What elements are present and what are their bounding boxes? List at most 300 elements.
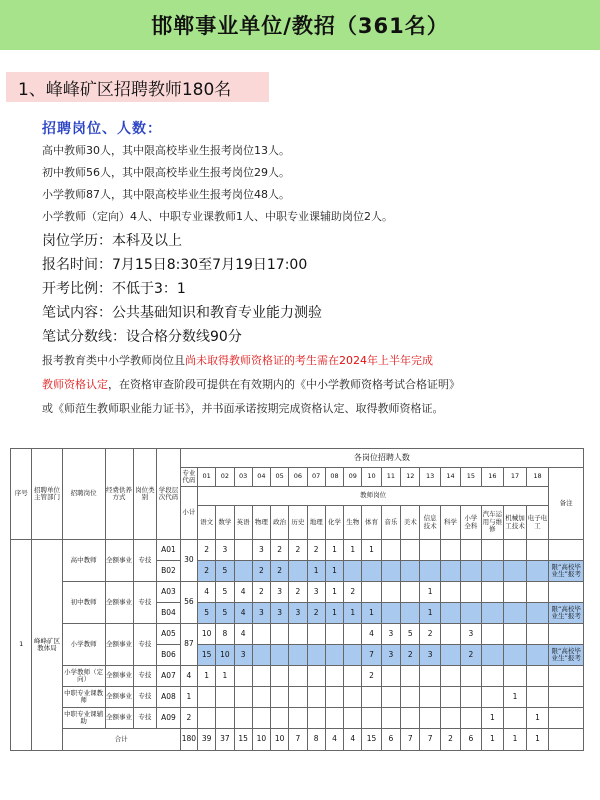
data-cell <box>325 666 343 687</box>
data-cell <box>440 540 460 561</box>
data-cell: 1 <box>344 603 362 624</box>
data-cell <box>252 666 270 687</box>
data-cell: 2 <box>289 540 307 561</box>
data-cell <box>289 624 307 645</box>
data-cell: 5 <box>197 603 215 624</box>
row-remark: 限“高校毕业生”报考 <box>549 561 584 582</box>
data-cell <box>216 687 234 708</box>
data-cell <box>481 666 504 687</box>
data-cell <box>252 687 270 708</box>
header-code-08: 08 <box>325 468 343 487</box>
note-line-1 <box>42 352 433 368</box>
data-cell <box>440 708 460 729</box>
sum-cell: 7 <box>401 729 420 751</box>
note-highlight: 尚未取得教师资格证的考生需在2024年上半年完成 <box>185 354 433 367</box>
data-cell: 2 <box>461 645 481 666</box>
row-category: 专技 <box>133 708 157 729</box>
row-category: 专技 <box>133 687 157 708</box>
data-cell: 2 <box>271 561 289 582</box>
row-post: 初中教师 <box>62 582 105 624</box>
data-cell <box>234 561 252 582</box>
row-remark <box>549 582 584 603</box>
data-cell: 1 <box>526 708 549 729</box>
row-remark <box>549 708 584 729</box>
sum-cell: 7 <box>420 729 440 751</box>
row-subtotal: 56 <box>180 582 197 624</box>
header-subject-music: 音乐 <box>381 506 400 540</box>
data-cell <box>252 624 270 645</box>
header-code-05: 05 <box>271 468 289 487</box>
header-total-title: 各岗位招聘人数 <box>180 449 583 468</box>
data-cell: 2 <box>401 645 420 666</box>
data-cell <box>526 540 549 561</box>
header-subject-politics: 政治 <box>271 506 289 540</box>
data-cell <box>271 666 289 687</box>
data-cell <box>197 708 215 729</box>
header-code-15: 15 <box>461 468 481 487</box>
data-cell <box>440 603 460 624</box>
recruit-line-middleschool: 初中教师56人，其中限高校毕业生报考岗位29人。 <box>42 166 290 179</box>
note-line-2 <box>42 376 460 392</box>
sum-cell: 4 <box>344 729 362 751</box>
data-cell: 2 <box>197 561 215 582</box>
data-cell <box>461 582 481 603</box>
recruit-line-highschool: 高中教师30人，其中限高校毕业生报考岗位13人。 <box>42 144 290 157</box>
header-code-18: 18 <box>526 468 549 487</box>
recruitment-table <box>10 448 584 751</box>
data-cell <box>420 561 440 582</box>
row-funding: 全额事业 <box>105 708 133 729</box>
data-cell: 1 <box>307 561 325 582</box>
sum-cell: 6 <box>461 729 481 751</box>
data-cell: 2 <box>307 603 325 624</box>
data-cell <box>344 687 362 708</box>
note-highlight: 教师资格认定 <box>42 378 108 391</box>
header-subject-general: 小学全科 <box>461 506 481 540</box>
data-cell <box>440 624 460 645</box>
data-cell <box>526 582 549 603</box>
row-code: A09 <box>157 708 181 729</box>
header-code-09: 09 <box>344 468 362 487</box>
data-cell: 3 <box>271 582 289 603</box>
title-banner <box>0 0 600 50</box>
sum-cell: 15 <box>362 729 381 751</box>
data-cell <box>307 624 325 645</box>
data-cell <box>526 624 549 645</box>
sum-cell: 6 <box>381 729 400 751</box>
header-code-02: 02 <box>216 468 234 487</box>
row-remark <box>549 540 584 561</box>
data-cell <box>362 582 381 603</box>
header-unit: 招聘单位主管部门 <box>32 449 62 540</box>
data-cell <box>344 624 362 645</box>
row-subtotal: 2 <box>180 708 197 729</box>
sum-cell: 10 <box>252 729 270 751</box>
header-code-17: 17 <box>504 468 527 487</box>
data-cell: 1 <box>481 708 504 729</box>
sum-cell: 37 <box>216 729 234 751</box>
header-code-07: 07 <box>307 468 325 487</box>
data-cell <box>325 708 343 729</box>
data-cell: 3 <box>289 603 307 624</box>
data-cell <box>234 708 252 729</box>
data-cell <box>234 687 252 708</box>
data-cell: 8 <box>216 624 234 645</box>
data-cell <box>381 603 400 624</box>
data-cell <box>197 687 215 708</box>
note-text: ，在资格审查阶段可提供在有效期内的《中小学教师资格考试合格证明》 <box>108 378 460 391</box>
data-cell <box>362 687 381 708</box>
sum-cell: 39 <box>197 729 215 751</box>
data-cell: 1 <box>325 540 343 561</box>
data-cell <box>381 582 400 603</box>
header-subject-chinese: 语文 <box>197 506 215 540</box>
data-cell <box>252 708 270 729</box>
data-cell <box>216 708 234 729</box>
data-cell <box>271 645 289 666</box>
table-row <box>11 624 584 645</box>
table-row <box>11 540 584 561</box>
table-row <box>11 708 584 729</box>
data-cell <box>234 540 252 561</box>
data-cell: 1 <box>344 540 362 561</box>
data-cell <box>381 666 400 687</box>
data-cell: 10 <box>197 624 215 645</box>
sum-cell: 15 <box>234 729 252 751</box>
data-cell: 4 <box>197 582 215 603</box>
data-cell <box>481 645 504 666</box>
data-cell <box>420 666 440 687</box>
data-cell <box>289 666 307 687</box>
data-cell <box>289 687 307 708</box>
table-sum-row <box>11 729 584 751</box>
data-cell <box>401 708 420 729</box>
data-cell: 10 <box>216 645 234 666</box>
data-cell <box>420 708 440 729</box>
header-post: 招聘岗位 <box>62 449 105 540</box>
data-cell: 1 <box>325 603 343 624</box>
row-remark: 限“高校毕业生”报考 <box>549 645 584 666</box>
data-cell: 1 <box>216 666 234 687</box>
row-code: B04 <box>157 603 181 624</box>
row-code: B06 <box>157 645 181 666</box>
header-subject-machining: 机械加工技术 <box>504 506 527 540</box>
header-code-01: 01 <box>197 468 215 487</box>
data-cell: 3 <box>381 645 400 666</box>
note-text: 报考教育类中小学教师岗位且 <box>42 354 185 367</box>
data-cell <box>401 687 420 708</box>
recruit-line-primary: 小学教师87人，其中限高校毕业生报考岗位48人。 <box>42 188 290 201</box>
data-cell: 3 <box>234 645 252 666</box>
row-post: 高中教师 <box>62 540 105 582</box>
table-row <box>11 687 584 708</box>
row-post: 中职专业课辅助 <box>62 708 105 729</box>
table-row <box>11 582 584 603</box>
sum-cell: 10 <box>271 729 289 751</box>
data-cell <box>440 645 460 666</box>
header-code-11: 11 <box>381 468 400 487</box>
data-cell <box>481 687 504 708</box>
data-cell <box>381 687 400 708</box>
data-cell <box>461 540 481 561</box>
data-cell <box>401 666 420 687</box>
data-cell <box>481 624 504 645</box>
sum-cell: 4 <box>325 729 343 751</box>
table-row <box>11 666 584 687</box>
data-cell <box>381 708 400 729</box>
data-cell <box>344 561 362 582</box>
data-cell <box>504 582 527 603</box>
data-cell <box>362 708 381 729</box>
data-cell <box>307 708 325 729</box>
data-cell: 4 <box>234 603 252 624</box>
sum-cell: 1 <box>526 729 549 751</box>
header-subject-physics: 物理 <box>252 506 270 540</box>
row-code: A07 <box>157 666 181 687</box>
header-code-16: 16 <box>481 468 504 487</box>
section-header <box>6 72 269 102</box>
info-exam-content: 笔试内容：公共基础知识和教育专业能力测验 <box>42 305 322 321</box>
data-cell: 15 <box>197 645 215 666</box>
data-cell: 7 <box>362 645 381 666</box>
data-cell <box>271 708 289 729</box>
data-cell <box>504 561 527 582</box>
data-cell: 1 <box>362 603 381 624</box>
header-subject-english: 英语 <box>234 506 252 540</box>
header-code-06: 06 <box>289 468 307 487</box>
sum-cell: 1 <box>481 729 504 751</box>
data-cell: 4 <box>362 624 381 645</box>
header-code: 学段层次代码 <box>157 449 181 540</box>
sum-total: 180 <box>180 729 197 751</box>
data-cell <box>307 687 325 708</box>
header-subject-science: 科学 <box>440 506 460 540</box>
data-cell: 2 <box>289 582 307 603</box>
row-remark <box>549 666 584 687</box>
data-cell <box>440 561 460 582</box>
row-funding: 全额事业 <box>105 624 133 666</box>
header-code-13: 13 <box>420 468 440 487</box>
recruit-label: 招聘岗位、人数： <box>42 121 162 137</box>
data-cell: 3 <box>420 645 440 666</box>
row-code: A03 <box>157 582 181 603</box>
data-cell <box>481 561 504 582</box>
row-funding: 全额事业 <box>105 582 133 624</box>
data-cell: 1 <box>362 540 381 561</box>
data-cell <box>252 645 270 666</box>
data-cell: 5 <box>216 582 234 603</box>
info-education: 岗位学历：本科及以上 <box>42 233 182 249</box>
data-cell: 1 <box>420 603 440 624</box>
data-cell <box>440 687 460 708</box>
data-cell: 2 <box>362 666 381 687</box>
data-cell <box>526 603 549 624</box>
page-title: 邯郸事业单位/教招（361名） <box>151 14 449 38</box>
sum-cell: 2 <box>440 729 460 751</box>
row-category: 专技 <box>133 540 157 582</box>
row-category: 专技 <box>133 582 157 624</box>
data-cell <box>481 603 504 624</box>
data-cell <box>381 561 400 582</box>
row-remark <box>549 624 584 645</box>
data-cell: 3 <box>381 624 400 645</box>
data-cell <box>307 666 325 687</box>
data-cell <box>289 708 307 729</box>
data-cell: 2 <box>271 540 289 561</box>
header-code-10: 10 <box>362 468 381 487</box>
data-cell <box>325 645 343 666</box>
sum-cell: 1 <box>504 729 527 751</box>
header-subject-math: 数学 <box>216 506 234 540</box>
header-teacher-post: 教师岗位 <box>197 487 548 506</box>
row-funding: 全额事业 <box>105 666 133 687</box>
header-category: 岗位类别 <box>133 449 157 540</box>
info-ratio: 开考比例：不低于3：1 <box>42 281 186 297</box>
header-code-03: 03 <box>234 468 252 487</box>
data-cell <box>504 540 527 561</box>
data-cell: 2 <box>252 582 270 603</box>
row-subtotal: 30 <box>180 540 197 582</box>
row-remark <box>549 687 584 708</box>
header-subtotal: 小计 <box>180 487 197 540</box>
row-subtotal: 1 <box>180 687 197 708</box>
row-unit: 峰峰矿区教体局 <box>32 540 62 751</box>
data-cell <box>307 645 325 666</box>
data-cell <box>504 624 527 645</box>
header-subject-art: 美术 <box>401 506 420 540</box>
header-major-code: 专业代码 <box>180 468 197 487</box>
table-body <box>11 540 584 751</box>
header-subject-biology: 生物 <box>344 506 362 540</box>
data-cell: 1 <box>325 582 343 603</box>
data-cell <box>344 666 362 687</box>
data-cell: 3 <box>271 603 289 624</box>
row-code: A05 <box>157 624 181 645</box>
data-cell <box>325 687 343 708</box>
data-cell <box>271 624 289 645</box>
data-cell <box>344 708 362 729</box>
data-cell <box>440 666 460 687</box>
data-cell <box>381 540 400 561</box>
data-cell: 3 <box>252 603 270 624</box>
info-signup-time: 报名时间：7月15日8:30至7月19日17:00 <box>42 257 308 273</box>
row-category: 专技 <box>133 624 157 666</box>
row-post: 小学教师 <box>62 624 105 666</box>
row-subtotal: 4 <box>180 666 197 687</box>
header-subject-history: 历史 <box>289 506 307 540</box>
data-cell: 3 <box>307 582 325 603</box>
sum-remark <box>549 729 584 751</box>
row-post: 中职专业课教师 <box>62 687 105 708</box>
info-score-line: 笔试分数线：设合格分数线90分 <box>42 329 242 345</box>
data-cell <box>526 645 549 666</box>
data-cell <box>461 708 481 729</box>
header-code-12: 12 <box>401 468 420 487</box>
data-cell <box>504 645 527 666</box>
data-cell <box>289 561 307 582</box>
data-cell: 4 <box>234 582 252 603</box>
row-post: 小学教师（定向） <box>62 666 105 687</box>
data-cell <box>325 624 343 645</box>
data-cell <box>440 582 460 603</box>
row-subtotal: 87 <box>180 624 197 666</box>
data-cell: 2 <box>307 540 325 561</box>
data-cell <box>420 687 440 708</box>
data-cell: 3 <box>216 540 234 561</box>
data-cell <box>401 582 420 603</box>
data-cell: 4 <box>234 624 252 645</box>
data-cell <box>461 666 481 687</box>
data-cell <box>481 540 504 561</box>
data-cell <box>461 561 481 582</box>
header-code-04: 04 <box>252 468 270 487</box>
header-remark: 备注 <box>549 468 584 540</box>
data-cell <box>234 666 252 687</box>
data-cell <box>504 666 527 687</box>
header-subject-electronics: 电子电工 <box>526 506 549 540</box>
data-cell: 1 <box>504 687 527 708</box>
data-cell: 3 <box>461 624 481 645</box>
data-cell: 2 <box>420 624 440 645</box>
row-code: B02 <box>157 561 181 582</box>
data-cell <box>481 582 504 603</box>
note-line-3: 或《师范生教师职业能力证书》，并书面承诺按期完成资格认定、取得教师资格证。 <box>42 402 444 415</box>
data-cell <box>526 687 549 708</box>
data-cell <box>526 666 549 687</box>
data-cell <box>289 645 307 666</box>
header-subject-chemistry: 化学 <box>325 506 343 540</box>
recruit-line-other: 小学教师（定向）4人、中职专业课教师1人、中职专业课辅助岗位2人。 <box>42 210 393 223</box>
row-code: A01 <box>157 540 181 561</box>
data-cell <box>362 561 381 582</box>
data-cell <box>401 540 420 561</box>
data-cell <box>344 645 362 666</box>
data-cell <box>504 603 527 624</box>
header-subject-it: 信息技术 <box>420 506 440 540</box>
data-cell <box>504 708 527 729</box>
data-cell <box>526 561 549 582</box>
data-cell: 5 <box>216 561 234 582</box>
data-cell: 1 <box>197 666 215 687</box>
section-title: 1、峰峰矿区招聘教师180名 <box>18 79 232 100</box>
header-subject-auto: 汽车运用与维修 <box>481 506 504 540</box>
data-cell: 3 <box>252 540 270 561</box>
row-remark: 限“高校毕业生”报考 <box>549 603 584 624</box>
data-cell <box>420 540 440 561</box>
data-cell <box>271 687 289 708</box>
row-code: A08 <box>157 687 181 708</box>
data-cell <box>401 561 420 582</box>
row-funding: 全额事业 <box>105 540 133 582</box>
row-seq: 1 <box>11 540 32 751</box>
data-cell: 5 <box>216 603 234 624</box>
header-code-14: 14 <box>440 468 460 487</box>
data-cell: 2 <box>344 582 362 603</box>
sum-label: 合计 <box>62 729 180 751</box>
row-category: 专技 <box>133 666 157 687</box>
data-cell: 1 <box>325 561 343 582</box>
sum-cell: 7 <box>289 729 307 751</box>
row-funding: 全额事业 <box>105 687 133 708</box>
data-cell: 2 <box>252 561 270 582</box>
header-seq: 序号 <box>11 449 32 540</box>
data-cell <box>461 687 481 708</box>
header-subject-pe: 体育 <box>362 506 381 540</box>
header-subject-geography: 地理 <box>307 506 325 540</box>
data-cell: 1 <box>420 582 440 603</box>
sum-cell: 8 <box>307 729 325 751</box>
data-cell <box>401 603 420 624</box>
